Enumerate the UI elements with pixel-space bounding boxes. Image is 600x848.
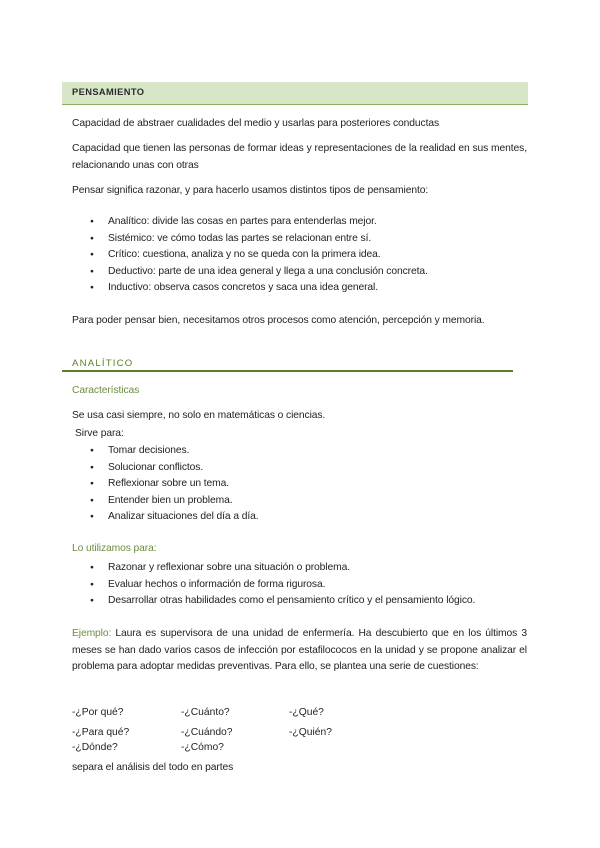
intro-paragraph-2: Capacidad que tienen las personas de formar ideas y representaciones de la realidad en sus mentes, relacionando unas con otras <box>72 143 527 171</box>
utilizamos-list <box>90 560 530 610</box>
ejemplo-text: Laura es supervisora de una unidad de enfermería. Ha descubierto que en los últimos 3 meses se han dado varios casos de infección por estafilococos en la unidad y se propone analizar el problema para adoptar medidas preventivas. Para ello, se plantea una serie de cuestiones: <box>72 628 527 672</box>
list-item: ● Inductivo: observa casos concretos y saca una idea general. <box>90 280 520 297</box>
ejemplo-label: Ejemplo: <box>72 628 112 639</box>
question-cuanto: -¿Cuánto? <box>181 707 230 718</box>
intro-paragraph-4: Para poder pensar bien, necesitamos otros procesos como atención, percepción y memoria. <box>72 315 485 326</box>
sirve-para-label: Sirve para: <box>75 428 124 439</box>
intro-paragraph-1: Capacidad de abstraer cualidades del medio y usarlas para posteriores conductas <box>72 118 440 129</box>
list-item: ● Analítico: divide las cosas en partes para entenderlas mejor. <box>90 214 520 231</box>
section-header-bar <box>62 82 528 105</box>
question-para-que: -¿Para qué? <box>72 727 130 738</box>
list-item: ● Entender bien un problema. <box>90 493 520 510</box>
section-divider <box>62 370 513 372</box>
utilizamos-label: Lo utilizamos para: <box>72 543 157 554</box>
list-item: ● Razonar y reflexionar sobre una situación o problema. <box>90 560 530 577</box>
question-donde: -¿Dónde? <box>72 742 118 753</box>
list-item: ● Solucionar conflictos. <box>90 460 520 477</box>
caracteristicas-line-1: Se usa casi siempre, no solo en matemáticas o ciencias. <box>72 410 326 421</box>
closing-line: separa el análisis del todo en partes <box>72 762 234 773</box>
question-cuando: -¿Cuándo? <box>181 727 233 738</box>
question-quien: -¿Quién? <box>289 727 332 738</box>
sirve-para-list <box>90 443 520 526</box>
list-item: ● Desarrollar otras habilidades como el pensamiento crítico y el pensamiento lógico. <box>90 593 530 610</box>
ejemplo-paragraph <box>72 626 527 676</box>
caracteristicas-label: Características <box>72 385 140 396</box>
section-title-analitico: ANALÍTICO <box>72 358 134 369</box>
list-item: ● Sistémico: ve cómo todas las partes se relacionan entre sí. <box>90 231 520 248</box>
intro-paragraph-3: Pensar significa razonar, y para hacerlo usamos distintos tipos de pensamiento: <box>72 185 429 196</box>
question-que: -¿Qué? <box>289 707 324 718</box>
question-como: -¿Cómo? <box>181 742 224 753</box>
list-item: ● Reflexionar sobre un tema. <box>90 476 520 493</box>
list-item: ● Deductivo: parte de una idea general y llega a una conclusión concreta. <box>90 264 520 281</box>
list-item: ● Tomar decisiones. <box>90 443 520 460</box>
list-item: ● Crítico: cuestiona, analiza y no se queda con la primera idea. <box>90 247 520 264</box>
list-item: ● Evaluar hechos o información de forma rigurosa. <box>90 577 530 594</box>
question-por-que: -¿Por qué? <box>72 707 124 718</box>
list-item: ● Analizar situaciones del día a día. <box>90 509 520 526</box>
thinking-types-list <box>90 214 520 297</box>
section-header-title: PENSAMIENTO <box>72 87 145 97</box>
